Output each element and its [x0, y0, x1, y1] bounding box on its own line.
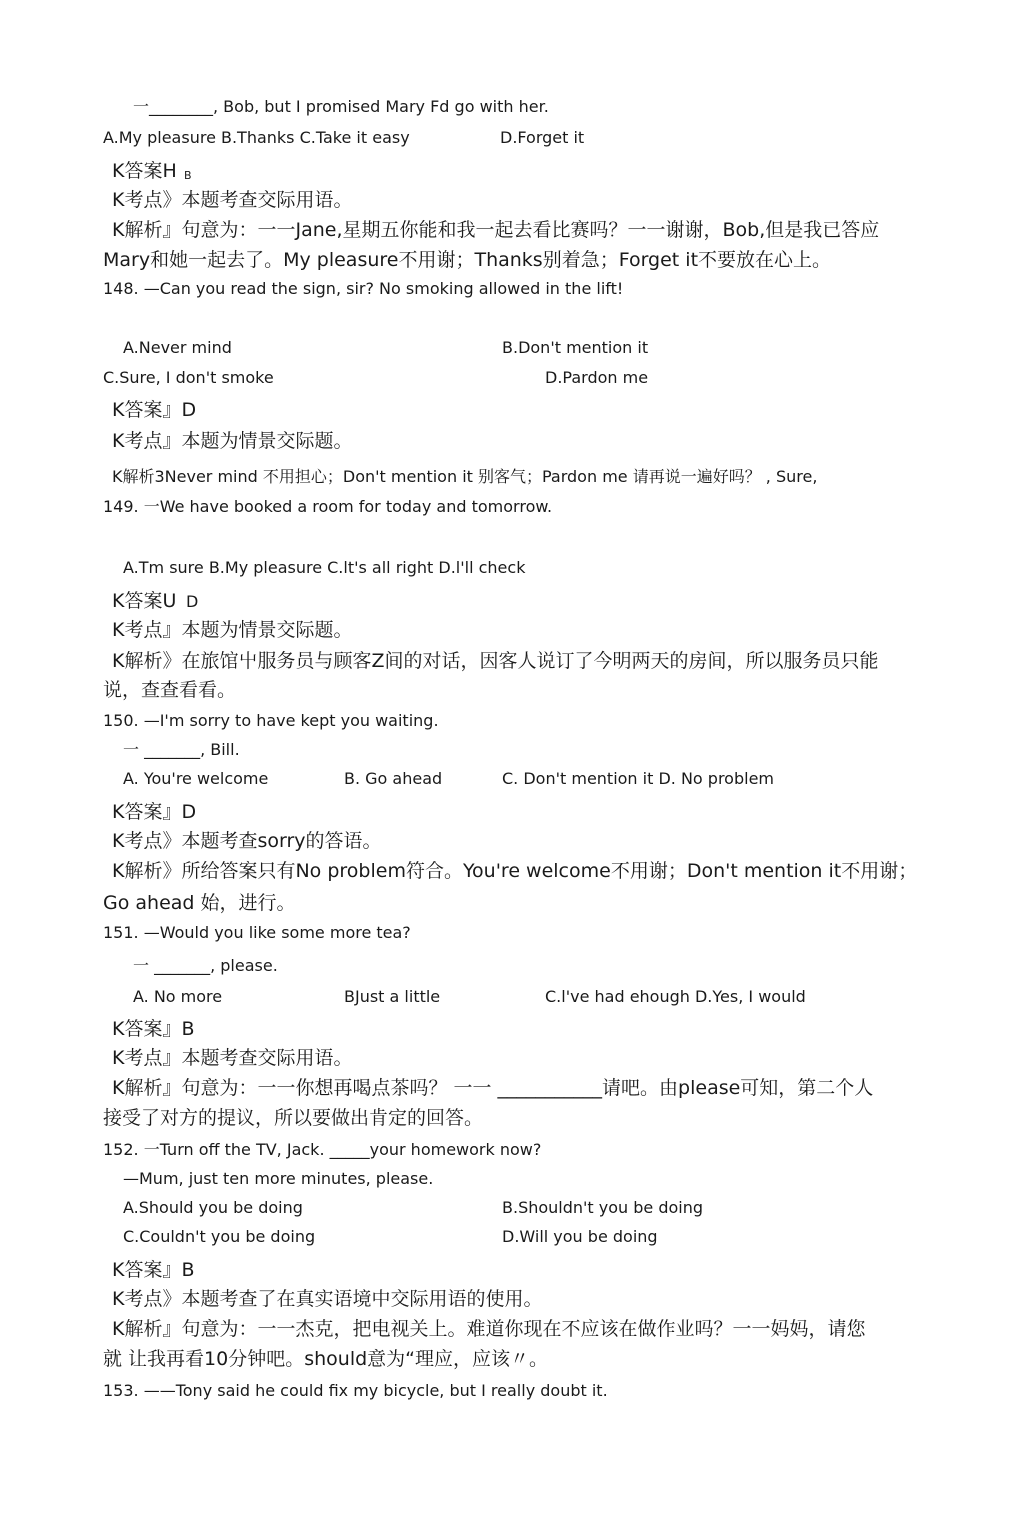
text-line: 153. ——Tony said he could fix my bicycle, but I really doubt it.	[103, 1381, 608, 1400]
text-line: K答案H	[112, 160, 177, 182]
text-line: K解析》在旅馆屮服务员与顾客Z间的对话，因客人说订了今明两天的房间，所以服务员只能	[112, 650, 879, 672]
text-line: 152. 一Turn off the TV, Jack. _____your homework now?	[103, 1140, 542, 1159]
text-line: B. Go ahead	[344, 769, 443, 788]
text-line: 就 让我再看10分钟吧。should意为“理应，应该〃。	[103, 1348, 549, 1370]
text-line: Mary和她一起去了。My pleasure不用谢；Thanks别着急；Forget it不要放在心上。	[103, 249, 832, 271]
text-line: K考点》本题考查sorry的答语。	[112, 830, 382, 852]
text-line: B.Shouldn't you be doing	[502, 1198, 704, 1217]
text-line: K答案U	[112, 590, 177, 612]
text-line: 说，查查看看。	[103, 679, 237, 701]
text-line: 151. —Would you like some more tea?	[103, 923, 411, 942]
text-line: C.Couldn't you be doing	[123, 1227, 316, 1246]
text-line: A.Tm sure B.My pleasure C.lt's all right D.l'll check	[123, 558, 526, 577]
text-line: K解析》所给答案只有No problem符合。You're welcome不用谢；Don't mention it不用谢；	[112, 860, 918, 882]
text-line: A.Should you be doing	[123, 1198, 303, 1217]
text-line: K解析』句意为：一一Jane,星期五你能和我一起去看比赛吗？一一谢谢，Bob,但是我已答应	[112, 219, 880, 241]
text-line: K答案』D	[112, 399, 197, 421]
text-line: K答案』D	[112, 801, 197, 823]
text-line: A. No more	[133, 987, 223, 1006]
text-line: 接受了对方的提议，所以要做出肯定的回答。	[103, 1107, 484, 1129]
text-line: Go ahead 始，进行。	[103, 892, 296, 914]
text-line: 一________, Bob, but I promised Mary Fd go with her.	[133, 97, 549, 116]
text-line: K解析3Never mind 不用担心；Don't mention it 别客气；Pardon me 请再说一遍好吗？ , Sure,	[112, 467, 818, 486]
text-line: K解析』句意为：一一你想再喝点茶吗？ 一一 ___________请吧。由please可知，第二个人	[112, 1077, 874, 1099]
text-line: A. You're welcome	[123, 769, 269, 788]
text-line: K考点』本题为情景交际题。	[112, 619, 353, 641]
text-line: D.Forget it	[500, 128, 585, 147]
text-line: K考点》本题考查了在真实语境中交际用语的使用。	[112, 1288, 543, 1310]
text-line: B.Don't mention it	[502, 338, 649, 357]
text-line: K考点』本题考查交际用语。	[112, 1047, 353, 1069]
text-line: C.Sure, I don't smoke	[103, 368, 274, 387]
text-line: K解析』句意为：一一杰克，把电视关上。难道你现在不应该在做作业吗？一一妈妈，请您	[112, 1318, 866, 1340]
text-line: 148. —Can you read the sign, sir? No smoking allowed in the lift!	[103, 279, 624, 298]
text-line: 149. 一We have booked a room for today and tomorrow.	[103, 497, 553, 516]
text-line: K答案』B	[112, 1018, 195, 1040]
text-line: D	[186, 592, 199, 611]
text-line: C. Don't mention it D. No problem	[502, 769, 774, 788]
text-line: A.My pleasure B.Thanks C.Take it easy	[103, 128, 410, 147]
text-line: —Mum, just ten more minutes, please.	[123, 1169, 434, 1188]
text-line: K答案』B	[112, 1259, 195, 1281]
text-line: A.Never mind	[123, 338, 232, 357]
text-line: D.Pardon me	[545, 368, 649, 387]
text-line: K考点』本题为情景交际题。	[112, 430, 353, 452]
text-line: B	[184, 169, 192, 182]
text-line: K考点》本题考查交际用语。	[112, 189, 353, 211]
text-line: C.l've had ehough D.Yes, I would	[545, 987, 806, 1006]
text-line: D.Will you be doing	[502, 1227, 658, 1246]
text-line: 150. —I'm sorry to have kept you waiting.	[103, 711, 439, 730]
text-line: BJust a little	[344, 987, 441, 1006]
text-line: 一 _______, please.	[133, 956, 278, 975]
text-line: 一 _______, Bill.	[123, 740, 240, 759]
